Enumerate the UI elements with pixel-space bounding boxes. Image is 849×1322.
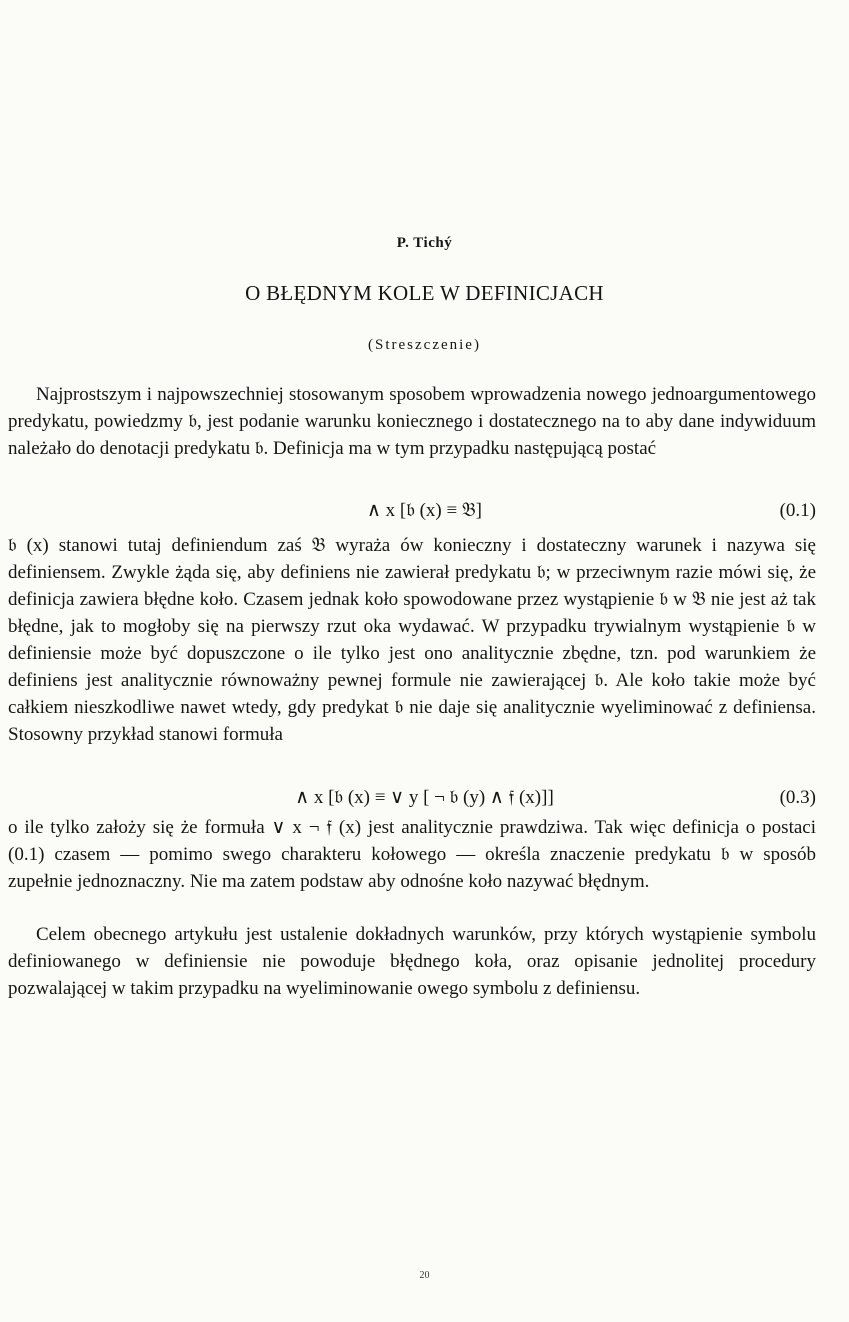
article-title: O BŁĘDNYM KOLE W DEFINICJACH (245, 281, 604, 305)
formula-0-3-expression: ∧ x [𝔟 (x) ≡ ∨ y [ ¬ 𝔟 (y) ∧ 𝔣 (x)]] (295, 787, 554, 808)
paragraph-4 (8, 921, 816, 1002)
paragraph-1-text: Najprostszym i najpowszechniej stosowanym sposobem wprowadzenia nowego jednoargumentowego predykatu, powiedzmy 𝔟, jest podanie warunku koniecznego i dostatecznego na to aby dane indywiduum należało do denotacji predykatu 𝔟. Definicja ma w tym przypadku następującą postać (8, 384, 816, 459)
formula-0-3 (0, 784, 849, 811)
paragraph-3 (8, 814, 816, 895)
paragraph-2-text: 𝔟 (x) stanowi tutaj definiendum zaś 𝔅 wyraża ów konieczny i dostateczny warunek i nazywa się definiensem. Zwykle żąda się, aby definiens nie zawierał predykatu 𝔟; w przeciwnym razie mówi się, że definicja zawiera błędne koło. Czasem jednak koło spowodowane przez wystąpienie 𝔟 w 𝔅 nie jest aż tak błędne, jak to mogłoby się na pierwszy rzut oka wydawać. W przypadku trywialnym wystąpienie 𝔟 w definiensie może być dopuszczone o ile tylko jest ono analitycznie zbędne, tzn. pod warunkiem że definiens jest analitycznie równoważny pewnej formule nie zawierającej 𝔟. Ale koło takie może być całkiem nieszkodliwe nawet wtedy, gdy predykat 𝔟 nie daje się analitycznie wyeliminować z definiensa. Stosowny przykład stanowi formuła (8, 535, 816, 745)
author-line: P. Tichý (396, 235, 453, 251)
paragraph-3-text: o ile tylko założy się że formuła ∨ x ¬ 𝔣 (x) jest analitycznie prawdziwa. Tak więc definicja o postaci (0.1) czasem — pomimo swego charakteru kołowego — określa znaczenie predykatu 𝔟 w sposób zupełnie jednoznaczny. Nie ma zatem podstaw aby odnośne koło nazywać błędnym. (8, 817, 816, 892)
paragraph-2 (8, 532, 816, 748)
article-subtitle: (Streszczenie) (368, 337, 481, 353)
formula-0-3-number: (0.3) (779, 787, 816, 808)
formula-0-1 (0, 497, 849, 524)
formula-0-1-expression: ∧ x [𝔟 (x) ≡ 𝔅] (366, 500, 483, 521)
paragraph-1 (8, 381, 816, 462)
paragraph-4-text: Celem obecnego artykułu jest ustalenie dokładnych warunków, przy których wystąpienie symbolu definiowanego w definiensie nie powoduje błędnego koła, oraz opisanie jednolitej procedury pozwalającej w takim przypadku na wyeliminowanie owego symbolu z definiensu. (8, 924, 816, 999)
formula-0-1-number: (0.1) (779, 500, 816, 521)
page-number: 20 (419, 1270, 430, 1281)
